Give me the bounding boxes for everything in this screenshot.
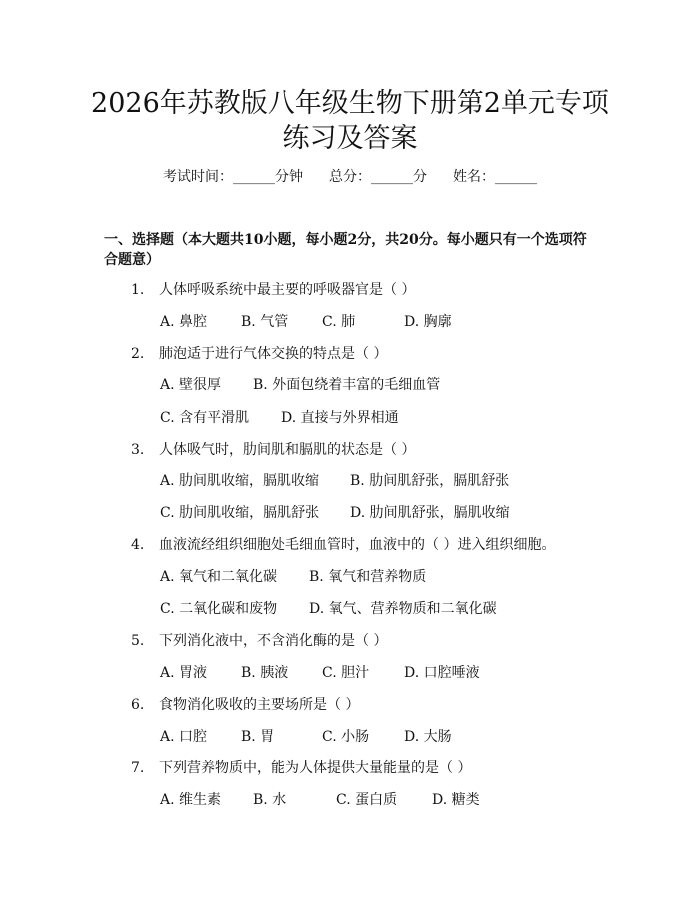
option-b: B. 胰液 [241,665,289,681]
option-c: C. 含有平滑肌 [160,410,250,426]
option-d: D. 糖类 [432,792,480,808]
option-b: B. 胃 [241,729,275,745]
question-1 [131,280,415,300]
option-d: D. 直接与外界相通 [281,410,399,426]
question-text: 下列消化液中，不含消化酶的是（ ） [159,633,388,649]
document-title-line-2: 练习及答案 [282,123,418,154]
option-d: D. 氧气、营养物质和二氧化碳 [309,601,497,617]
option-c: C. 蛋白质 [336,792,398,808]
document-title-line-1: 2026年苏教版八年级生物下册第2单元专项 [91,88,609,119]
option-d: D. 口腔唾液 [404,665,480,681]
option-a: A. 胃液 [160,665,208,681]
option-a: A. 维生素 [160,792,222,808]
question-number: 3. [131,442,145,458]
option-a: A. 口腔 [160,729,208,745]
question-number: 5. [131,633,145,649]
question-number: 4. [131,537,145,553]
question-5 [131,631,387,651]
option-c: C. 小肠 [322,729,370,745]
option-c: C. 肋间肌收缩，膈肌舒张 [160,505,320,521]
exam-time-field: 考试时间：______分钟 [163,169,303,185]
section-heading-line-1: 一、选择题（本大题共10小题，每小题2分，共20分。每小题只有一个选项符 [104,232,587,248]
question-text: 肺泡适于进行气体交换的特点是（ ） [159,346,388,362]
question-text: 下列营养物质中，能为人体提供大量能量的是（ ） [159,760,472,776]
option-c: C. 二氧化碳和废物 [160,601,278,617]
option-b: B. 氧气和营养物质 [309,569,427,585]
option-d: D. 大肠 [404,729,452,745]
option-b: B. 水 [253,792,287,808]
question-text: 食物消化吸收的主要场所是（ ） [159,697,360,713]
option-d: D. 胸廓 [404,314,452,330]
option-c: C. 肺 [322,314,356,330]
option-a: A. 肋间肌收缩，膈肌收缩 [160,473,320,489]
option-a: A. 鼻腔 [160,314,208,330]
option-c: C. 胆汁 [322,665,370,681]
question-text: 人体呼吸系统中最主要的呼吸器官是（ ） [159,282,416,298]
question-number: 7. [131,760,145,776]
question-number: 1. [131,282,145,298]
question-text: 人体吸气时，肋间肌和膈肌的状态是（ ） [159,442,416,458]
question-number: 2. [131,346,145,362]
question-2 [131,344,387,364]
total-score-field: 总分：______分 [329,169,427,185]
option-a: A. 氧气和二氧化碳 [160,569,278,585]
option-d: D. 肋间肌舒张，膈肌收缩 [350,505,510,521]
question-text: 血液流经组织细胞处毛细血管时，血液中的（ ）进入组织细胞。 [159,537,556,553]
option-b: B. 气管 [241,314,289,330]
question-3 [131,440,415,460]
exam-meta [0,167,700,187]
question-4 [131,535,555,555]
option-b: B. 外面包绕着丰富的毛细血管 [253,377,441,393]
name-field: 姓名：______ [453,169,537,185]
section-heading-line-2: 合题意） [104,252,160,268]
question-6 [131,695,359,715]
question-7 [131,758,471,778]
option-b: B. 肋间肌舒张，膈肌舒张 [350,473,510,489]
question-number: 6. [131,697,145,713]
option-a: A. 壁很厚 [160,377,222,393]
